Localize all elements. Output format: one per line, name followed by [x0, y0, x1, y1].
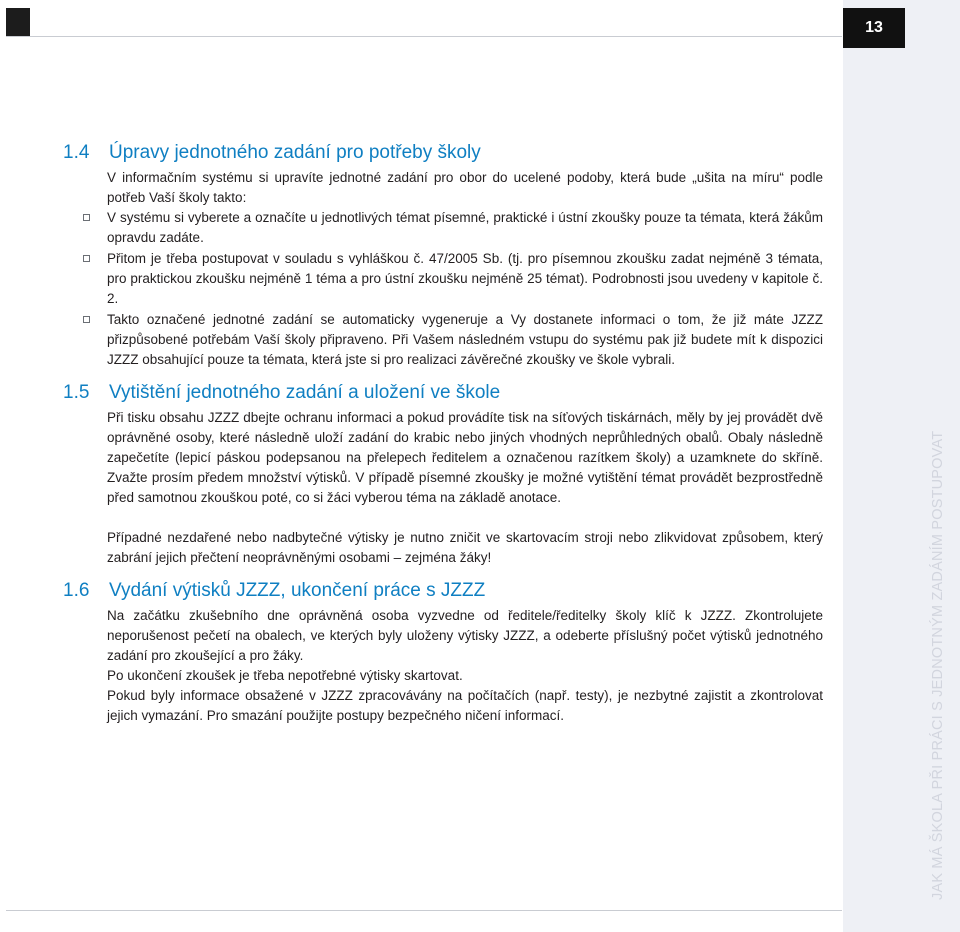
section-number: 1.6 [63, 580, 90, 601]
section-body [63, 408, 823, 568]
bullet-list [107, 208, 823, 370]
section-heading [63, 381, 823, 405]
paragraph: Na začátku zkušebního dne oprávněná osoba vyzvedne od ředitele/ředitelky školy klíč k JZZZ. Zkontrolujete neporušenost pečetí na obalech, ve kterých byly uloženy výtisky JZZZ, a odeberte příslušný počet výtisků jednotného zadání pro zkoušející a pro žáky. [107, 608, 823, 663]
corner-mark [6, 8, 30, 36]
paragraph: Případné nezdařené nebo nadbytečné výtisky je nutno zničit ve skartovacím stroji nebo zlikvidovat způsobem, který zabrání jejich přečtení neoprávněnými osobami – zejména žáky! [107, 530, 823, 565]
section-title: Vytištění jednotného zadání a uložení ve škole [109, 382, 501, 403]
section-body [63, 168, 823, 370]
bullet-square-icon [83, 255, 90, 262]
paragraph: Při tisku obsahu JZZZ dbejte ochranu informaci a pokud provádíte tisk na síťových tiskárnách, měly by jej provádět dvě oprávněné osoby, které následně uloží zadání do krabic nebo jiných vhodných neprůhledných obalů. Obaly následně zapečetíte (lepicí páskou podepsanou na přelepech ředitelem a označenou razítkem školy) a uzamknete do skříně. Zvažte prosím předem množství výtisků. V případě písemné zkoušky je možné vytištění témat provádět bezprostředně před samotnou zkouškou poté, co si žáci vyberou téma na základě anotace. [107, 410, 823, 505]
list-item-text: Takto označené jednotné zadání se automaticky vygeneruje a Vy dostanete informaci o tom, že již máte JZZZ přizpůsobené potřebám Vaší školy připraveno. Při Vašem následném vstupu do systému pak již budete mít k dispozici JZZZ obsahující pouze ta témata, která jste si pro realizaci závěrečné zkoušky ve škole vybrali. [107, 312, 823, 367]
page-number: 13 [843, 8, 905, 48]
paragraph: Pokud byly informace obsažené v JZZZ zpracovávány na počítačích (např. testy), je nezbytné zajistit a zkontrolovat jejich vymazání. Pro smazání použijte postupy bezpečného ničení informací. [107, 688, 823, 723]
bottom-rule [6, 910, 842, 911]
list-item-text: Přitom je třeba postupovat v souladu s vyhláškou č. 47/2005 Sb. (tj. pro písemnou zkoušku zadat nejméně 3 témata, pro praktickou zkoušku nejméně 1 téma a pro ústní zkoušku nejméně 25 témat). Podrobnosti jsou uvedeny v kapitole č. 2. [107, 251, 823, 306]
list-item-text: V systému si vyberete a označíte u jednotlivých témat písemné, praktické i ústní zkoušky pouze ta témata, která žákům opravdu zadáte. [107, 210, 823, 245]
bullet-square-icon [83, 316, 90, 323]
section-number: 1.5 [63, 382, 90, 403]
top-rule [6, 36, 842, 37]
intro-paragraph: V informačním systému si upravíte jednotné zadání pro obor do ucelené podoby, která bude „ušita na míru“ podle potřeb Vaší školy takto: [107, 170, 823, 205]
bullet-square-icon [83, 214, 90, 221]
page-content [63, 141, 823, 726]
running-side-title: JAK MÁ ŠKOLA PŘI PRÁCI S JEDNOTNÝM ZADÁNÍM POSTUPOVAT [930, 430, 946, 900]
list-item [107, 310, 823, 370]
section-1-6 [63, 579, 823, 726]
paragraph: Po ukončení zkoušek je třeba nepotřebné výtisky skartovat. [107, 668, 463, 683]
section-heading [63, 579, 823, 603]
section-title: Úpravy jednotného zadání pro potřeby školy [109, 142, 481, 163]
list-item [107, 249, 823, 309]
section-number: 1.4 [63, 142, 90, 163]
list-item [107, 208, 823, 248]
section-heading [63, 141, 823, 165]
section-1-4 [63, 141, 823, 370]
section-title: Vydání výtisků JZZZ, ukončení práce s JZZZ [109, 580, 486, 601]
section-1-5 [63, 381, 823, 568]
section-body [63, 606, 823, 726]
